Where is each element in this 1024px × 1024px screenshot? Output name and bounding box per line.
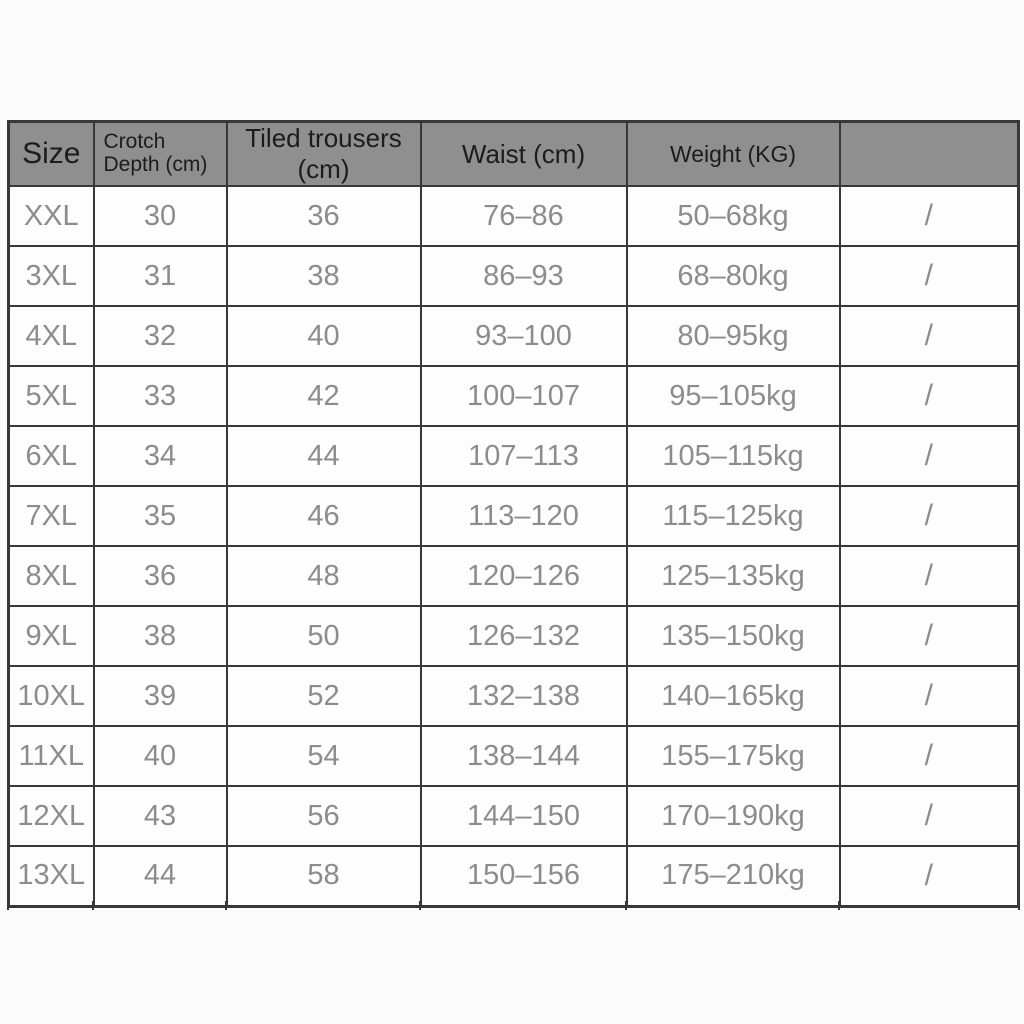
- table-cell: /: [840, 666, 1019, 726]
- table-cell: 138–144: [421, 726, 627, 786]
- table-cell: 113–120: [421, 486, 627, 546]
- table-cell: /: [840, 426, 1019, 486]
- border-stub: [92, 901, 94, 910]
- table-cell: 40: [227, 306, 421, 366]
- table-cell: 86–93: [421, 246, 627, 306]
- table-cell: /: [840, 606, 1019, 666]
- table-cell: 76–86: [421, 186, 627, 246]
- border-stub: [625, 901, 627, 910]
- table-row: [9, 546, 1019, 606]
- table-cell: 9XL: [9, 606, 94, 666]
- table-cell: 125–135kg: [627, 546, 840, 606]
- table-cell: /: [840, 486, 1019, 546]
- border-stub: [1018, 901, 1020, 910]
- table-cell: 30: [94, 186, 227, 246]
- table-cell: /: [840, 186, 1019, 246]
- table-row: [9, 786, 1019, 846]
- column-header: Size: [9, 122, 94, 187]
- table-cell: 58: [227, 846, 421, 906]
- table-cell: 44: [227, 426, 421, 486]
- table-cell: 93–100: [421, 306, 627, 366]
- table-cell: /: [840, 786, 1019, 846]
- table-cell: 42: [227, 366, 421, 426]
- table-cell: 54: [227, 726, 421, 786]
- table-cell: 44: [94, 846, 227, 906]
- table-cell: 8XL: [9, 546, 94, 606]
- table-cell: 43: [94, 786, 227, 846]
- table-cell: 31: [94, 246, 227, 306]
- table-cell: 100–107: [421, 366, 627, 426]
- table-cell: 5XL: [9, 366, 94, 426]
- table-cell: 48: [227, 546, 421, 606]
- table-cell: 32: [94, 306, 227, 366]
- table-cell: 46: [227, 486, 421, 546]
- table-cell: 38: [94, 606, 227, 666]
- table-cell: /: [840, 846, 1019, 906]
- size-chart-table: [7, 120, 1020, 908]
- table-cell: 132–138: [421, 666, 627, 726]
- table-cell: 150–156: [421, 846, 627, 906]
- table-cell: 52: [227, 666, 421, 726]
- table-cell: 13XL: [9, 846, 94, 906]
- table-cell: 39: [94, 666, 227, 726]
- table-cell: 36: [227, 186, 421, 246]
- border-stub: [7, 901, 9, 910]
- table-row: [9, 666, 1019, 726]
- table-cell: 144–150: [421, 786, 627, 846]
- table-cell: 105–115kg: [627, 426, 840, 486]
- column-header: Tiled trousers (cm): [227, 122, 421, 187]
- table-cell: 107–113: [421, 426, 627, 486]
- header-row: [9, 122, 1019, 187]
- border-stub: [838, 901, 840, 910]
- table-row: [9, 186, 1019, 246]
- table-cell: 95–105kg: [627, 366, 840, 426]
- table-cell: 35: [94, 486, 227, 546]
- table-cell: 115–125kg: [627, 486, 840, 546]
- table-cell: 170–190kg: [627, 786, 840, 846]
- table-body: [9, 186, 1019, 906]
- table-cell: 10XL: [9, 666, 94, 726]
- table-row: [9, 846, 1019, 906]
- table-cell: 36: [94, 546, 227, 606]
- table-cell: 12XL: [9, 786, 94, 846]
- table-cell: /: [840, 306, 1019, 366]
- table-cell: XXL: [9, 186, 94, 246]
- table-cell: 120–126: [421, 546, 627, 606]
- column-header: Crotch Depth (cm): [94, 122, 227, 187]
- table-cell: 7XL: [9, 486, 94, 546]
- table-row: [9, 486, 1019, 546]
- table-cell: 33: [94, 366, 227, 426]
- table-cell: 6XL: [9, 426, 94, 486]
- table-cell: 68–80kg: [627, 246, 840, 306]
- table-row: [9, 246, 1019, 306]
- table-cell: 38: [227, 246, 421, 306]
- table-cell: /: [840, 726, 1019, 786]
- table-cell: 40: [94, 726, 227, 786]
- column-header: Waist (cm): [421, 122, 627, 187]
- table-cell: 175–210kg: [627, 846, 840, 906]
- size-chart-table-wrap: [7, 120, 1020, 908]
- table-row: [9, 426, 1019, 486]
- table-cell: 80–95kg: [627, 306, 840, 366]
- border-stub: [419, 901, 421, 910]
- table-cell: 56: [227, 786, 421, 846]
- table-cell: 140–165kg: [627, 666, 840, 726]
- table-cell: /: [840, 366, 1019, 426]
- column-header: [840, 122, 1019, 187]
- table-cell: 34: [94, 426, 227, 486]
- table-row: [9, 306, 1019, 366]
- table-cell: 50–68kg: [627, 186, 840, 246]
- table-row: [9, 726, 1019, 786]
- column-header: Weight (KG): [627, 122, 840, 187]
- table-cell: 50: [227, 606, 421, 666]
- table-row: [9, 366, 1019, 426]
- table-cell: 135–150kg: [627, 606, 840, 666]
- table-cell: 4XL: [9, 306, 94, 366]
- table-cell: 126–132: [421, 606, 627, 666]
- table-cell: /: [840, 246, 1019, 306]
- table-cell: 155–175kg: [627, 726, 840, 786]
- table-row: [9, 606, 1019, 666]
- table-cell: /: [840, 546, 1019, 606]
- table-cell: 3XL: [9, 246, 94, 306]
- border-stub: [225, 901, 227, 910]
- table-cell: 11XL: [9, 726, 94, 786]
